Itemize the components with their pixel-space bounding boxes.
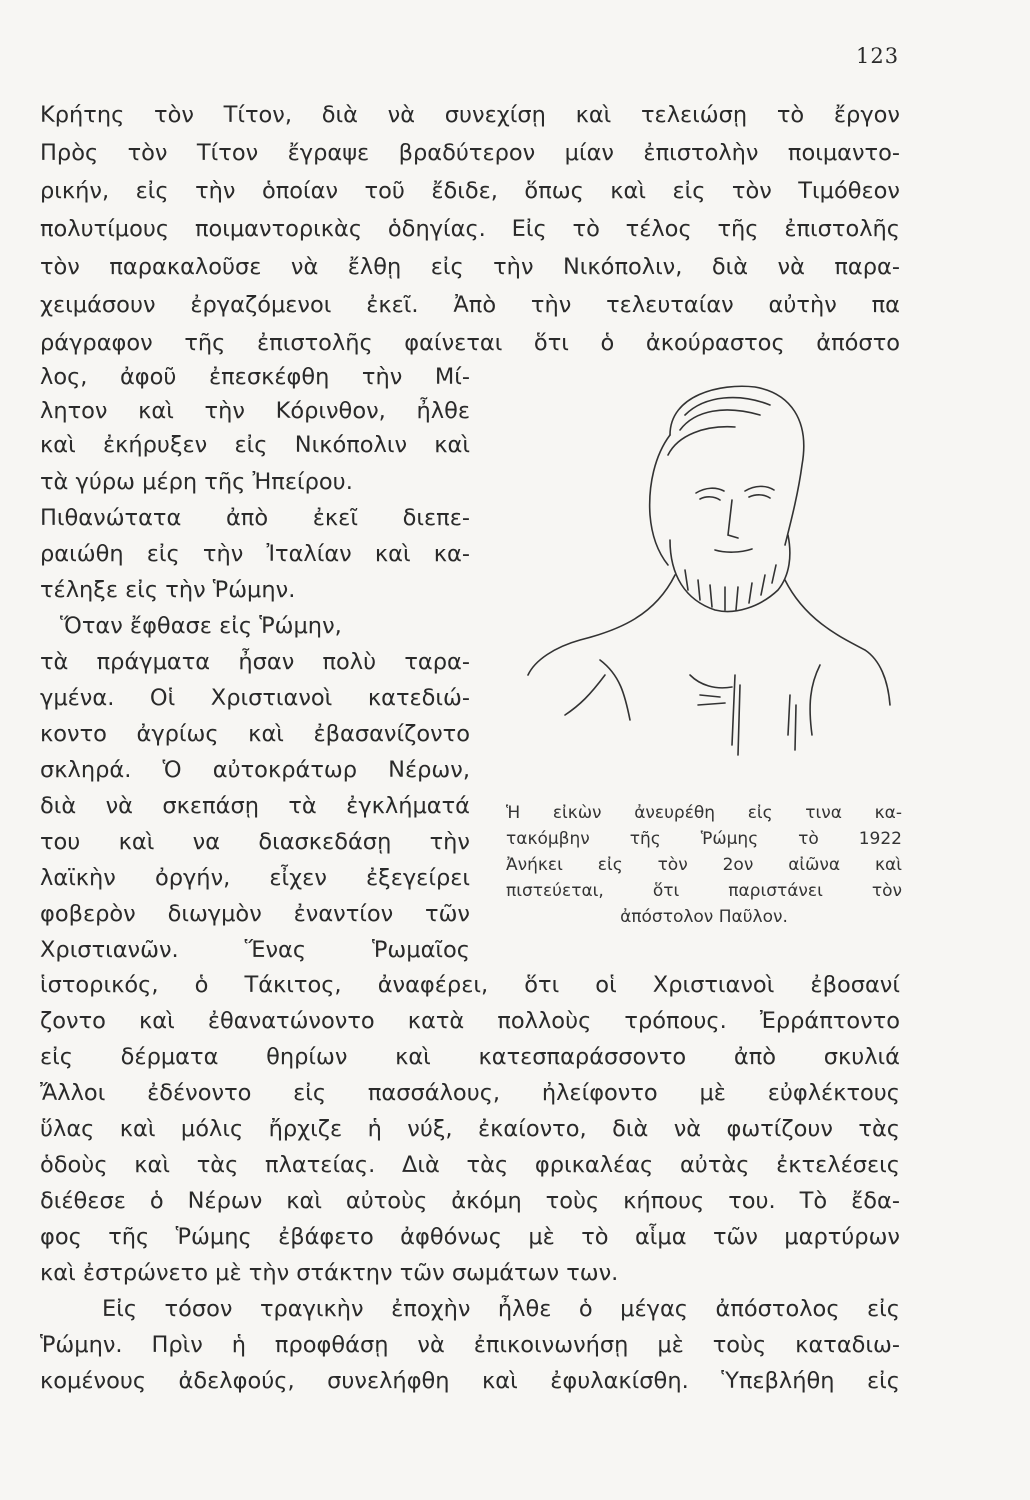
figure-caption: [506, 800, 902, 930]
text-line: τὰ πράγματα ἦσαν πολὺ ταρα-: [40, 649, 470, 675]
text-line: λητον καὶ τὴν Κόρινθον, ἦλθε: [40, 398, 470, 424]
text-line: κοντο ἀγρίως καὶ ἐβασανίζοντο: [40, 721, 470, 747]
text-line: καὶ ἐκήρυξεν εἰς Νικόπολιν καὶ: [40, 432, 470, 458]
page-number: 123: [856, 44, 900, 68]
text-line: λαϊκὴν ὀργήν, εἶχεν ἐξεγείρει: [40, 865, 470, 891]
text-line: φος τῆς Ῥώμης ἐβάφετο ἀφθόνως μὲ τὸ αἷμα τῶν μαρτύρων: [40, 1224, 900, 1250]
text-line: του καὶ να διασκεδάσῃ τὴν: [40, 829, 470, 855]
text-line: πολυτίμους ποιμαντορικὰς ὁδηγίας. Εἰς τὸ τέλος τῆς ἐπιστολῆς: [40, 216, 900, 242]
text-line: ὁδοὺς καὶ τὰς πλατείας. Διὰ τὰς φρικαλέας αὐτὰς ἐκτελέσεις: [40, 1152, 900, 1178]
caption-line: πιστεύεται, ὅτι παριστάνει τὸν: [506, 881, 902, 901]
text-line: τὸν παρακαλοῦσε νὰ ἔλθῃ εἰς τὴν Νικόπολιν, διὰ νὰ παρα-: [40, 254, 900, 280]
text-line: κομένους ἀδελφούς, συνελήφθη καὶ ἐφυλακίσθη. Ὑπεβλήθη εἰς: [40, 1368, 900, 1394]
caption-line: ἀπόστολον Παῦλον.: [620, 907, 788, 927]
text-line: Ἄλλοι ἐδένοντο εἰς πασσάλους, ἠλείφοντο μὲ εὐφλέκτους: [40, 1080, 900, 1106]
text-line: Κρήτης τὸν Τίτον, διὰ νὰ συνεχίσῃ καὶ τελειώσῃ τὸ ἔργον: [40, 102, 900, 128]
caption-line: τακόμβην τῆς Ῥώμης τὸ 1922: [506, 829, 902, 849]
text-line: Πρὸς τὸν Τίτον ἔγραψε βραδύτερον μίαν ἐπιστολὴν ποιμαντο-: [40, 140, 900, 166]
text-line: Πιθανώτατα ἀπὸ ἐκεῖ διεπε-: [40, 505, 470, 531]
text-line: ράγραφον τῆς ἐπιστολῆς φαίνεται ὅτι ὁ ἀκούραστος ἀπόστο: [40, 330, 900, 356]
text-line: ἱστορικός, ὁ Τάκιτος, ἀναφέρει, ὅτι οἱ Χριστιανοὶ ἐβοσανί: [40, 972, 900, 998]
text-line: Ὅταν ἔφθασε εἰς Ῥώμην,: [60, 613, 342, 639]
text-line: ρικήν, εἰς τὴν ὁποίαν τοῦ ἔδιδε, ὅπως καὶ εἰς τὸν Τιμόθεον: [40, 178, 900, 204]
text-line: σκληρά. Ὁ αὐτοκράτωρ Νέρων,: [40, 757, 470, 783]
text-line: τέληξε εἰς τὴν Ῥώμην.: [40, 577, 296, 603]
text-line: τὰ γύρω μέρη τῆς Ἠπείρου.: [40, 469, 353, 495]
caption-line: Ἀνήκει εἰς τὸν 2ον αἰῶνα καὶ: [506, 855, 902, 875]
text-line: ραιώθη εἰς τὴν Ἰταλίαν καὶ κα-: [40, 541, 470, 567]
text-line: Εἰς τόσον τραγικὴν ἐποχὴν ἦλθε ὁ μέγας ἀπόστολος εἰς: [102, 1296, 900, 1322]
text-line: φοβερὸν διωγμὸν ἐναντίον τῶν: [40, 901, 470, 927]
text-line: ζοντο καὶ ἐθανατώνοντο κατὰ πολλοὺς τρόπους. Ἐρράπτοντο: [40, 1008, 900, 1034]
text-line: ὕλας καὶ μόλις ἤρχιζε ἡ νύξ, ἐκαίοντο, διὰ νὰ φωτίζουν τὰς: [40, 1116, 900, 1142]
portrait-sketch: [520, 375, 900, 775]
text-line: Ῥώμην. Πρὶν ἡ προφθάσῃ νὰ ἐπικοινωνήσῃ μὲ τοὺς καταδιω-: [40, 1332, 900, 1358]
text-line: καὶ ἐστρώνετο μὲ τὴν στάκτην τῶν σωμάτων των.: [40, 1260, 619, 1286]
text-line: διέθεσε ὁ Νέρων καὶ αὐτοὺς ἀκόμη τοὺς κήπους του. Τὸ ἔδα-: [40, 1188, 900, 1214]
caption-line: Ἡ εἰκὼν ἀνευρέθη εἰς τινα κα-: [506, 803, 902, 823]
text-line: γμένα. Οἱ Χριστιανοὶ κατεδιώ-: [40, 685, 470, 711]
text-line: διὰ νὰ σκεπάσῃ τὰ ἐγκλήματά: [40, 793, 470, 819]
text-line: Χριστιανῶν. Ἕνας Ῥωμαῖος: [40, 937, 470, 963]
text-line: χειμάσουν ἐργαζόμενοι ἐκεῖ. Ἀπὸ τὴν τελευταίαν αὐτὴν πα: [40, 292, 900, 318]
text-line: εἰς δέρματα θηρίων καὶ κατεσπαράσσοντο ἀπὸ σκυλιά: [40, 1044, 900, 1070]
text-line: λος, ἀφοῦ ἐπεσκέφθη τὴν Μί-: [40, 364, 470, 390]
